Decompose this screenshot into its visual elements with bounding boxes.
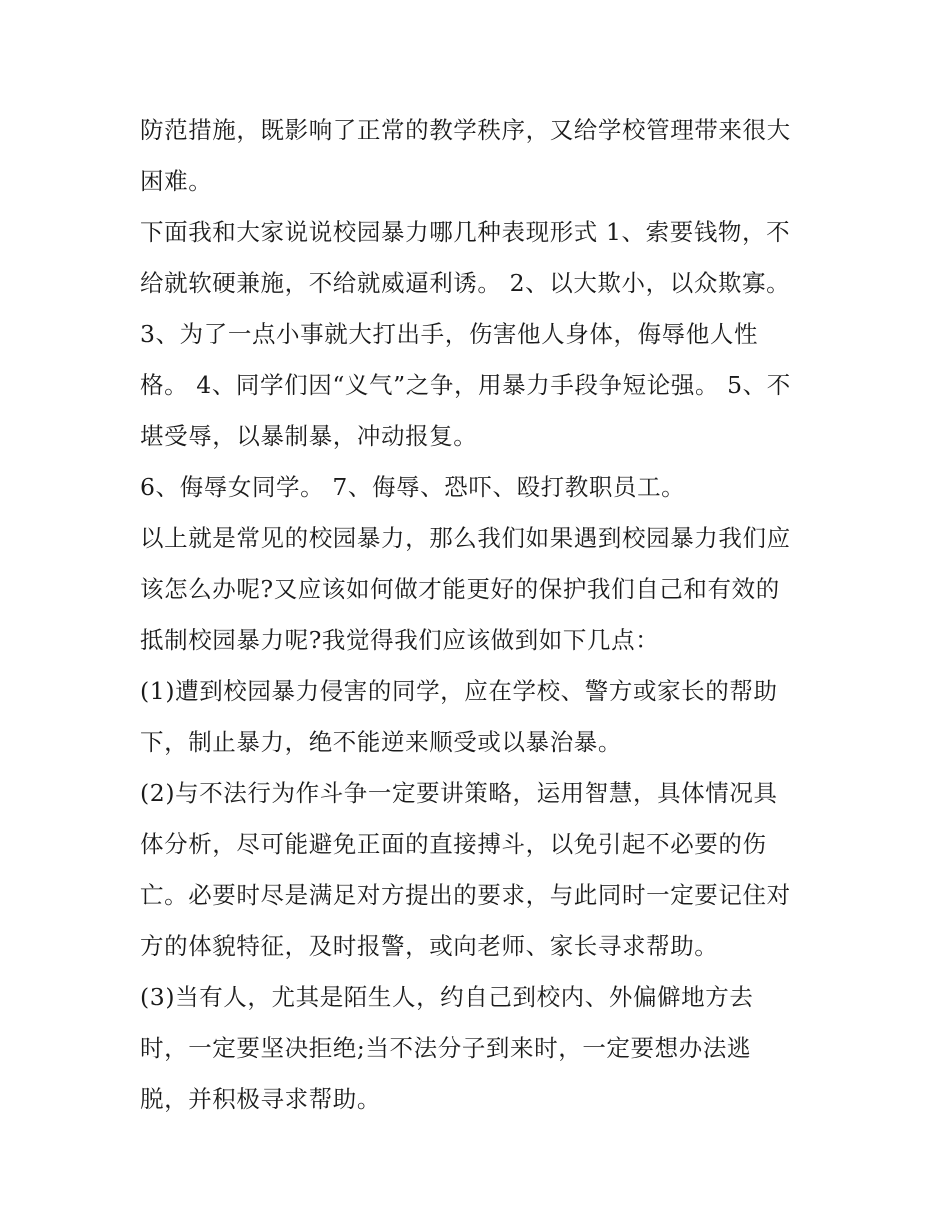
text-line: 下面我和大家说说校园暴力哪几种表现形式 1、索要钱物，不 xyxy=(140,218,791,246)
text-line: 体分析，尽可能避免正面的直接搏斗，以免引起不必要的伤 xyxy=(140,830,767,858)
text-line: 方的体貌特征，及时报警，或向老师、家长寻求帮助。 xyxy=(140,932,719,960)
text-line: 防范措施，既影响了正常的教学秩序，又给学校管理带来很大 xyxy=(140,116,791,144)
text-line: 下，制止暴力，绝不能逆来顺受或以暴治暴。 xyxy=(140,728,622,756)
text-line: (2)与不法行为作斗争一定要讲策略，运用智慧，具体情况具 xyxy=(140,779,778,807)
body-text xyxy=(140,105,820,1125)
text-line: 3、为了一点小事就大打出手，伤害他人身体，侮辱他人性 xyxy=(140,320,759,348)
text-line: 亡。必要时尽是满足对方提出的要求，与此同时一定要记住对 xyxy=(140,881,791,909)
text-line: 6、侮辱女同学。 7、侮辱、恐吓、殴打教职员工。 xyxy=(140,473,686,501)
text-line: 抵制校园暴力呢?我觉得我们应该做到如下几点： xyxy=(140,626,660,654)
text-line: 堪受辱，以暴制暴，冲动报复。 xyxy=(140,422,478,450)
text-line: 脱，并积极寻求帮助。 xyxy=(140,1085,381,1113)
text-line: 困难。 xyxy=(140,167,213,195)
text-line: 时，一定要坚决拒绝;当不法分子到来时，一定要想办法逃 xyxy=(140,1034,752,1062)
text-line: 格。 4、同学们因“义气”之争，用暴力手段争短论强。 5、不 xyxy=(140,371,791,399)
text-line: 以上就是常见的校园暴力，那么我们如果遇到校园暴力我们应 xyxy=(140,524,791,552)
text-line: 给就软硬兼施，不给就威逼利诱。 2、以大欺小，以众欺寡。 xyxy=(140,269,791,297)
text-line: (3)当有人，尤其是陌生人，约自己到校内、外偏僻地方去 xyxy=(140,983,754,1011)
text-line: (1)遭到校园暴力侵害的同学，应在学校、警方或家长的帮助 xyxy=(140,677,778,705)
text-line: 该怎么办呢?又应该如何做才能更好的保护我们自己和有效的 xyxy=(140,575,780,603)
